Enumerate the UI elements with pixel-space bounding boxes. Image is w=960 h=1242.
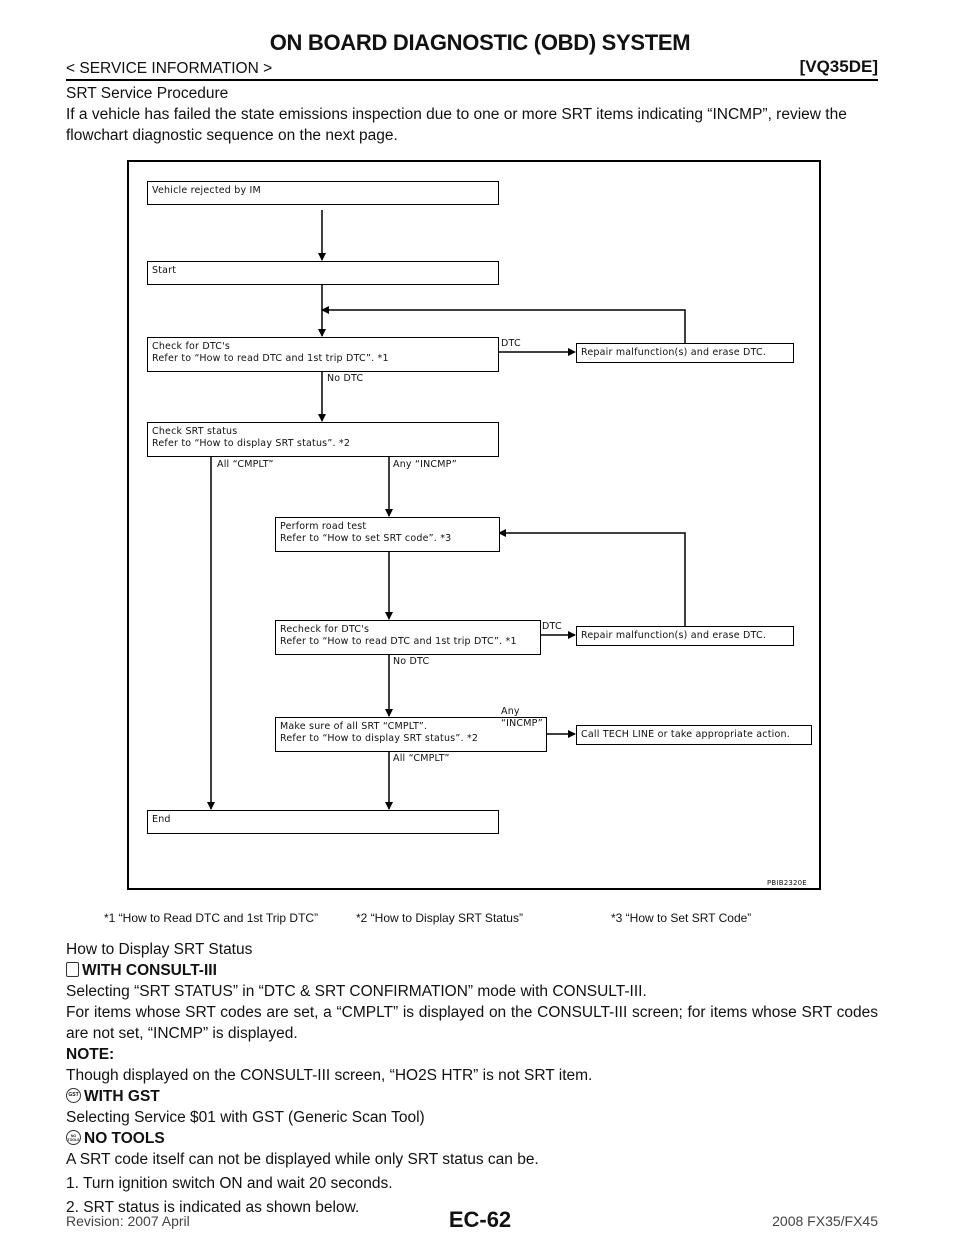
footer-revision: Revision: 2007 April — [66, 1213, 190, 1229]
consult-icon — [66, 962, 79, 977]
box-check-dtc-line2: Refer to “How to read DTC and 1st trip DTC”. *1 — [152, 353, 389, 364]
gst-line: Selecting Service $01 with GST (Generic Scan Tool) — [66, 1109, 425, 1126]
gst-row — [66, 1086, 878, 1107]
flowchart — [127, 160, 821, 890]
footer-page-number: EC-62 — [448, 1207, 512, 1232]
header-rule — [66, 79, 878, 81]
intro-paragraph: If a vehicle has failed the state emissions inspection due to one or more SRT items indicating “INCMP”, review the flowchart diagnostic sequence on the next page. — [66, 106, 847, 144]
box-check-srt-line2: Refer to “How to display SRT status”. *2 — [152, 438, 351, 449]
box-check-srt — [147, 422, 499, 457]
footnote-1: *1 “How to Read DTC and 1st Trip DTC” — [104, 911, 319, 925]
page-title: ON BOARD DIAGNOSTIC (OBD) SYSTEM — [269, 30, 691, 55]
label-dtc-1: DTC — [501, 338, 521, 349]
notools-line: A SRT code itself can not be displayed while only SRT status can be. — [66, 1151, 539, 1168]
display-heading: How to Display SRT Status — [66, 941, 253, 958]
footnote-3: *3 “How to Set SRT Code” — [611, 911, 752, 925]
box-make-sure-line1: Make sure of all SRT “CMPLT”. — [280, 721, 428, 732]
note-label: NOTE: — [66, 1046, 115, 1063]
notools-row — [66, 1128, 878, 1149]
gst-label: WITH GST — [84, 1088, 160, 1105]
box-check-dtc — [147, 337, 499, 372]
box-check-srt-line1: Check SRT status — [152, 426, 238, 437]
label-any-incmp-2b: “INCMP” — [501, 718, 543, 729]
note-text: Though displayed on the CONSULT-III screen, “HO2S HTR” is not SRT item. — [66, 1067, 593, 1084]
label-all-cmplt-1: All “CMPLT” — [217, 459, 274, 470]
gst-icon: GST — [66, 1088, 81, 1103]
footnote-2: *2 “How to Display SRT Status” — [356, 911, 523, 925]
consult-label: WITH CONSULT-III — [82, 962, 217, 979]
box-recheck-line2: Refer to “How to read DTC and 1st trip DTC”. *1 — [280, 636, 517, 647]
label-all-cmplt-2: All “CMPLT” — [393, 753, 450, 764]
box-recheck-dtc — [275, 620, 541, 655]
figure-id: PBIB2320E — [767, 879, 807, 887]
step-2: 2. SRT status is indicated as shown below. — [66, 1199, 360, 1216]
no-tools-icon: NO TOOLS — [66, 1130, 81, 1145]
label-no-dtc-2: No DTC — [393, 656, 430, 667]
notools-label: NO TOOLS — [84, 1130, 165, 1147]
box-tech-line: Call TECH LINE or take appropriate action. — [576, 725, 812, 745]
step-1: 1. Turn ignition switch ON and wait 20 seconds. — [66, 1175, 393, 1192]
consult-row — [66, 960, 878, 981]
label-any-incmp-2a: Any — [501, 706, 520, 717]
consult-line2: For items whose SRT codes are set, a “CMPLT” is displayed on the CONSULT-III screen; for items whose SRT codes are not set, “INCMP” is displayed. — [66, 1004, 878, 1042]
footer-model: 2008 FX35/FX45 — [772, 1213, 878, 1229]
box-check-dtc-line1: Check for DTC's — [152, 341, 231, 352]
label-any-incmp-1: Any “INCMP” — [393, 459, 457, 470]
box-end: End — [147, 810, 499, 834]
consult-line1: Selecting “SRT STATUS” in “DTC & SRT CONFIRMATION” mode with CONSULT-III. — [66, 983, 647, 1000]
box-make-sure-line2: Refer to “How to display SRT status”. *2 — [280, 733, 479, 744]
box-recheck-line1: Recheck for DTC's — [280, 624, 370, 635]
box-repair-2: Repair malfunction(s) and erase DTC. — [576, 626, 794, 646]
box-road-test-line2: Refer to “How to set SRT code”. *3 — [280, 533, 452, 544]
intro-heading: SRT Service Procedure — [66, 85, 229, 102]
engine-model: [VQ35DE] — [799, 57, 878, 76]
box-road-test — [275, 517, 500, 552]
box-vehicle-rejected: Vehicle rejected by IM — [147, 181, 499, 205]
box-repair-1: Repair malfunction(s) and erase DTC. — [576, 343, 794, 363]
label-no-dtc-1: No DTC — [327, 373, 364, 384]
section-label: < SERVICE INFORMATION > — [66, 60, 273, 77]
box-road-test-line1: Perform road test — [280, 521, 367, 532]
box-start: Start — [147, 261, 499, 285]
label-dtc-2: DTC — [542, 621, 562, 632]
